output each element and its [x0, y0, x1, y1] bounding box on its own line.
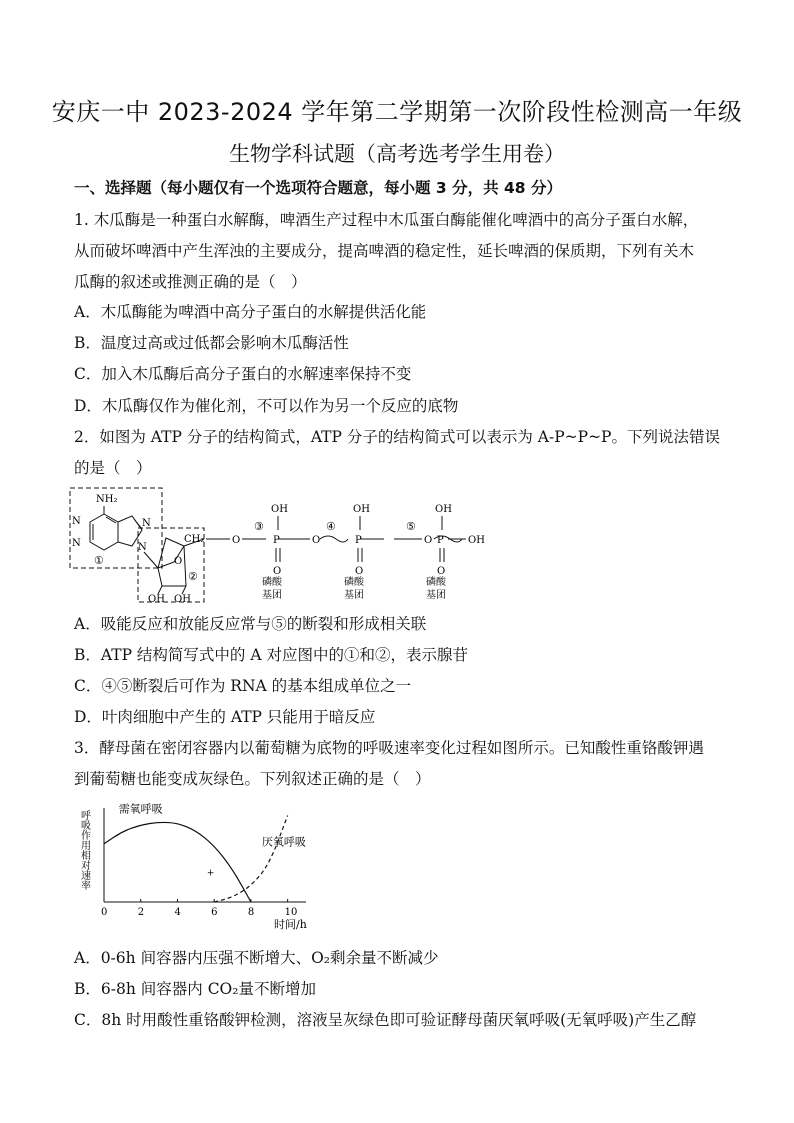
circle-5-label: ⑤	[406, 520, 416, 533]
q2-option-c: C．④⑤断裂后可作为 RNA 的基本组成单位之一	[74, 677, 412, 695]
oh-label: OH	[148, 594, 165, 605]
p-label: P	[273, 535, 280, 546]
circle-4-label: ④	[326, 520, 336, 533]
chart-annotation: +	[206, 868, 215, 879]
q2-option-d: D．叶肉细胞中产生的 ATP 只能用于暗反应	[74, 708, 376, 726]
atp-structure-diagram	[66, 484, 486, 606]
phosphate-label-2: 基团	[426, 590, 446, 601]
x-tick-label: 8	[247, 907, 255, 918]
o-label: O	[424, 535, 433, 546]
q2-stem-line: 2．如图为 ATP 分子的结构简式，ATP 分子的结构简式可以表示为 A-P~P~P。下列说法错误	[74, 428, 720, 446]
aerobic-series-label: 需氧呼吸	[118, 802, 163, 816]
x-axis-label: 时间/h	[274, 918, 307, 931]
o-label: O	[355, 566, 364, 577]
q3-option-b: B．6-8h 间容器内 CO₂量不断增加	[74, 980, 316, 998]
q1-option-a: A．木瓜酶能为啤酒中高分子蛋白的水解提供活化能	[74, 303, 427, 321]
o-label: O	[437, 566, 446, 577]
anaerobic-series-label: 厌氧呼吸	[261, 835, 306, 849]
q1-stem-line: 1. 木瓜酶是一种蛋白水解酶，啤酒生产过程中木瓜蛋白酶能催化啤酒中的高分子蛋白水解，	[74, 211, 699, 229]
y-axis-label: 呼吸作用相对速率	[78, 810, 90, 890]
phosphate-label-1: 磷酸	[426, 577, 446, 588]
q1-option-b: B．温度过高或过低都会影响木瓜酶活性	[74, 334, 349, 352]
n-label: N	[138, 542, 147, 553]
nh2-label: NH₂	[96, 494, 118, 505]
x-tick-label: 2	[137, 907, 145, 918]
n-label: N	[142, 518, 151, 529]
oh-label: OH	[435, 504, 452, 515]
aerobic-series-line	[104, 822, 251, 902]
x-tick-label: 0	[101, 907, 108, 918]
q1-option-c: C．加入木瓜酶后高分子蛋白的水解速率保持不变	[74, 365, 412, 383]
q1-stem-line: 从而破坏啤酒中产生浑浊的主要成分，提高啤酒的稳定性，延长啤酒的保质期，下列有关木	[74, 242, 695, 260]
ch2-label: CH₂	[184, 534, 205, 545]
o-label: O	[312, 535, 321, 546]
phosphate-label-1: 磷酸	[344, 577, 364, 588]
x-tick-label: 4	[174, 907, 181, 918]
oh-label: OH	[353, 504, 370, 515]
oh-label: OH	[271, 504, 288, 515]
q2-option-b: B．ATP 结构简写式中的 A 对应图中的①和②，表示腺苷	[74, 646, 468, 664]
o-label: O	[273, 566, 282, 577]
p-label: P	[437, 535, 444, 546]
q1-option-d: D．木瓜酶仅作为催化剂，不可以作为另一个反应的底物	[74, 397, 459, 415]
adenine-rings	[90, 506, 142, 550]
exam-subtitle: 生物学科试题（高考选考学生用卷）	[229, 142, 565, 166]
oh-label: OH	[468, 535, 485, 546]
section-heading: 一、选择题（每小题仅有一个选项符合题意，每小题 3 分，共 48 分）	[74, 179, 562, 197]
q2-option-a: A．吸能反应和放能反应常与⑤的断裂和形成相关联	[74, 615, 427, 633]
p-label: P	[355, 535, 362, 546]
x-tick-label: 10	[284, 907, 298, 918]
oh-label: OH	[174, 594, 191, 605]
phosphate-label-2: 基团	[262, 590, 282, 601]
respiration-rate-chart	[74, 800, 334, 940]
q3-option-c: C．8h 时用酸性重铬酸钾检测，溶液呈灰绿色即可验证酵母菌厌氧呼吸(无氧呼吸)产生乙醇	[74, 1011, 697, 1029]
o-label: O	[232, 535, 241, 546]
q1-stem-line: 瓜酶的叙述或推测正确的是（ ）	[74, 273, 307, 291]
circle-3-label: ③	[254, 520, 264, 533]
x-tick-label: 6	[211, 907, 218, 918]
circle-1-label: ①	[94, 554, 104, 567]
circle-2-label: ②	[188, 570, 198, 583]
n-label: N	[72, 516, 81, 527]
q2-stem-line: 的是（ ）	[74, 459, 152, 477]
chart-axes	[104, 808, 306, 902]
phosphate-label-1: 磷酸	[262, 577, 282, 588]
n-label: N	[72, 538, 81, 549]
q3-stem-line: 到葡萄糖也能变成灰绿色。下列叙述正确的是（ ）	[74, 770, 431, 788]
o-label: O	[174, 556, 183, 567]
q3-option-a: A．0-6h 间容器内压强不断增大、O₂剩余量不断减少	[74, 949, 439, 967]
q3-stem-line: 3．酵母菌在密闭容器内以葡萄糖为底物的呼吸速率变化过程如图所示。已知酸性重铬酸钾遇	[74, 739, 704, 757]
phosphate-label-2: 基团	[344, 590, 364, 601]
exam-title: 安庆一中 2023-2024 学年第二学期第一次阶段性检测高一年级	[51, 98, 743, 126]
